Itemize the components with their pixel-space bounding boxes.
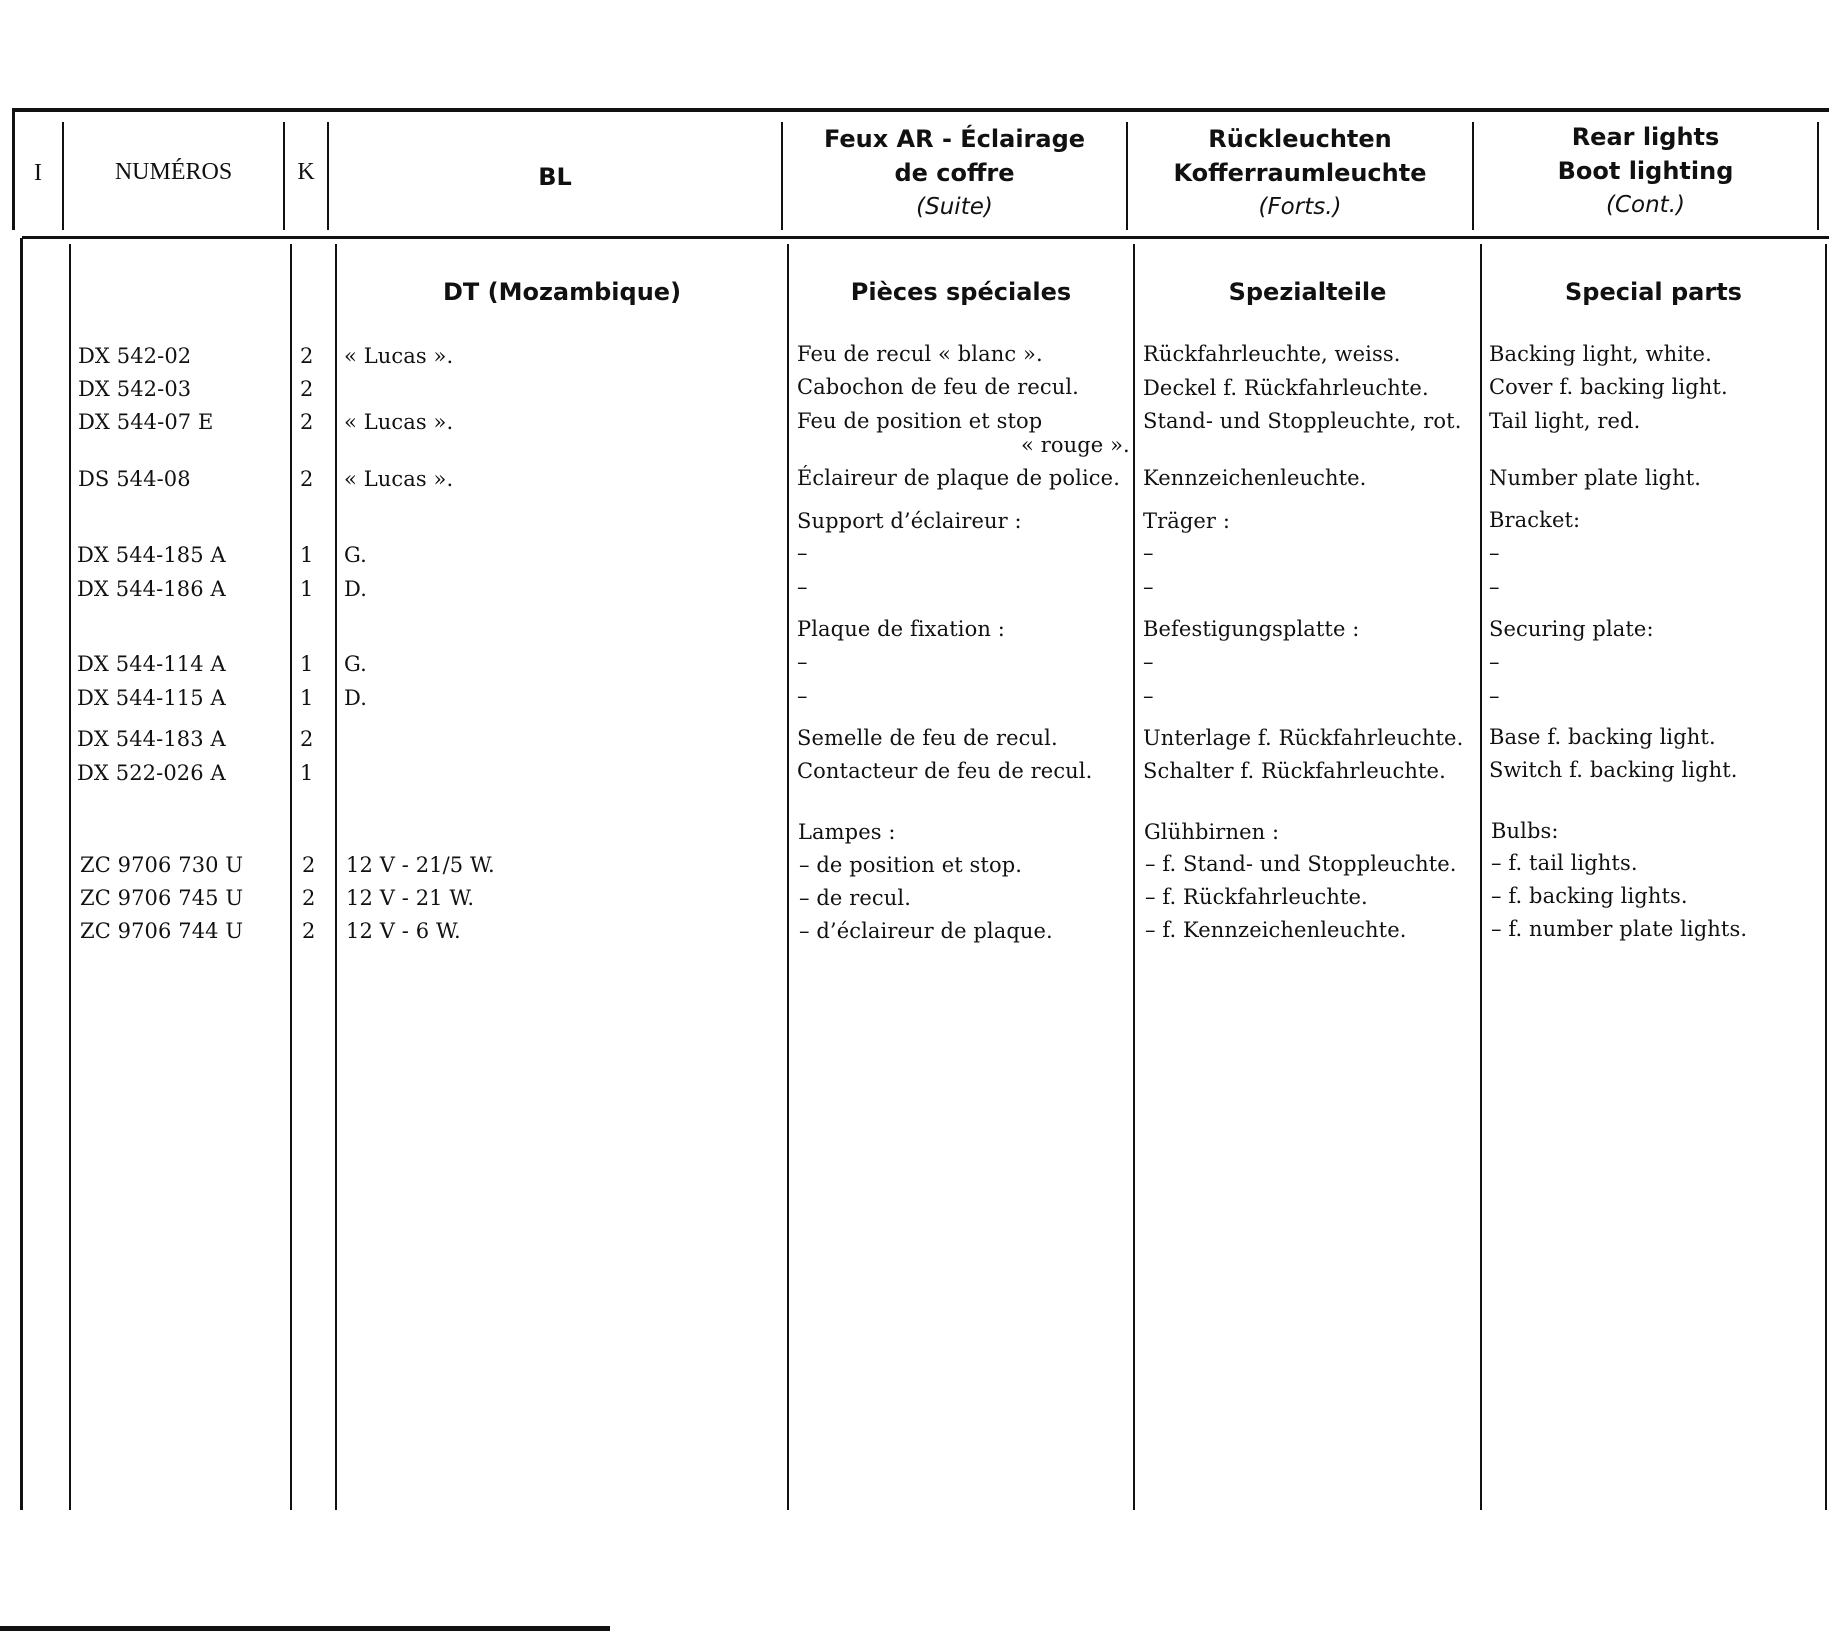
section-german: Spezialteile [1228, 278, 1387, 306]
quantity: 2 [300, 727, 314, 751]
top-rule [12, 108, 1829, 112]
body-divider-3 [335, 244, 337, 1510]
part-number: DX 544-183 A [77, 727, 226, 751]
description-french: – [797, 684, 808, 708]
header-divider-right [1817, 122, 1819, 230]
part-number: DX 544-114 A [77, 652, 226, 676]
description-english: – [1489, 541, 1500, 565]
header-numeros: NUMÉROS [114, 159, 233, 185]
part-number: DX 542-02 [78, 344, 192, 368]
header-english-line2: Boot lighting [1557, 157, 1734, 185]
description-german: – [1143, 650, 1154, 674]
bl-note: « Lucas ». [344, 467, 454, 491]
header-german-line1: Rückleuchten [1208, 125, 1392, 153]
header-french-line1: Feux AR - Éclairage [823, 125, 1086, 153]
part-number: DX 522-026 A [77, 761, 226, 785]
description-german: Stand- und Stoppleuchte, rot. [1143, 409, 1462, 433]
quantity: 2 [302, 919, 316, 943]
subheading-english: Bracket: [1489, 508, 1581, 532]
description-french-continued: « rouge ». [1021, 433, 1130, 457]
description-german: – f. Stand- und Stoppleuchte. [1145, 852, 1457, 876]
quantity: 1 [300, 761, 314, 785]
description-french: Contacteur de feu de recul. [797, 759, 1093, 783]
bl-note: 12 V - 21/5 W. [346, 853, 495, 877]
description-french: Cabochon de feu de recul. [797, 375, 1079, 399]
description-english: – [1489, 684, 1500, 708]
body-divider-2 [290, 244, 292, 1510]
bl-note: G. [344, 652, 367, 676]
description-german: – [1143, 684, 1154, 708]
body-divider-1 [69, 244, 71, 1510]
description-english: – f. number plate lights. [1491, 917, 1748, 941]
quantity: 2 [300, 410, 314, 434]
header-german-line3: (Forts.) [1258, 194, 1342, 220]
description-german: – [1143, 541, 1154, 565]
subheading-french: Lampes : [798, 820, 896, 844]
description-french: – [797, 541, 808, 565]
description-english: Switch f. backing light. [1489, 758, 1738, 782]
bl-note: « Lucas ». [344, 344, 454, 368]
quantity: 2 [302, 886, 316, 910]
quantity: 2 [300, 377, 314, 401]
section-english: Special parts [1565, 278, 1742, 306]
description-english: Tail light, red. [1489, 409, 1641, 433]
description-english: Cover f. backing light. [1489, 375, 1728, 399]
description-english: Backing light, white. [1489, 342, 1712, 366]
description-french: – [797, 575, 808, 599]
description-french: Éclaireur de plaque de police. [797, 466, 1120, 490]
quantity: 2 [300, 344, 314, 368]
part-number: DX 544-186 A [77, 577, 226, 601]
section-french: Pièces spéciales [850, 278, 1072, 306]
header-french-line2: de coffre [894, 159, 1015, 187]
description-german: – f. Rückfahrleuchte. [1145, 885, 1368, 909]
quantity: 1 [300, 577, 314, 601]
subheading-english: Bulbs: [1491, 819, 1559, 843]
header-english-line3: (Cont.) [1606, 192, 1685, 218]
bl-note: « Lucas ». [344, 410, 454, 434]
header-french [783, 122, 1126, 224]
description-german: Unterlage f. Rückfahrleuchte. [1143, 726, 1464, 750]
header-k: K [297, 159, 315, 185]
part-number: DX 544-185 A [77, 543, 226, 567]
description-english: – f. backing lights. [1491, 884, 1688, 908]
description-french: – [797, 650, 808, 674]
quantity: 1 [300, 686, 314, 710]
header-i: I [34, 160, 42, 186]
body-divider-5 [1133, 244, 1135, 1510]
part-number: DX 544-115 A [77, 686, 226, 710]
bl-note: G. [344, 543, 367, 567]
subheading-german: Befestigungsplatte : [1143, 617, 1360, 641]
description-german: Kennzeichenleuchte. [1143, 466, 1367, 490]
subheading-german: Träger : [1143, 509, 1231, 533]
bl-note: 12 V - 21 W. [346, 886, 475, 910]
bottom-rule [0, 1626, 610, 1631]
description-french: Semelle de feu de recul. [797, 726, 1058, 750]
body-divider-left [20, 238, 23, 1510]
subheading-french: Plaque de fixation : [797, 617, 1005, 641]
description-english: – f. tail lights. [1491, 851, 1638, 875]
description-english: – [1489, 575, 1500, 599]
description-french: – de recul. [799, 886, 911, 910]
part-number: DS 544-08 [78, 467, 191, 491]
description-english: Number plate light. [1489, 466, 1702, 490]
part-number: ZC 9706 744 U [80, 919, 244, 943]
body-divider-right [1825, 244, 1827, 1510]
description-french: Feu de position et stop [797, 409, 1043, 433]
description-german: – [1143, 575, 1154, 599]
subheading-english: Securing plate: [1489, 617, 1654, 641]
header-german-line2: Kofferraumleuchte [1173, 159, 1427, 187]
quantity: 1 [300, 543, 314, 567]
description-french: Feu de recul « blanc ». [797, 342, 1043, 366]
description-german: Deckel f. Rückfahrleuchte. [1143, 376, 1429, 400]
body-divider-6 [1480, 244, 1482, 1510]
description-german: Rückfahrleuchte, weiss. [1143, 342, 1401, 366]
bl-note: 12 V - 6 W. [346, 919, 461, 943]
description-german: – f. Kennzeichenleuchte. [1145, 918, 1407, 942]
body-divider-4 [787, 244, 789, 1510]
quantity: 1 [300, 652, 314, 676]
description-french: – de position et stop. [799, 853, 1023, 877]
header-german [1128, 122, 1472, 224]
header-rule [22, 236, 1829, 239]
header-french-line3: (Suite) [916, 194, 993, 220]
quantity: 2 [300, 467, 314, 491]
header-english [1474, 120, 1817, 222]
description-english: – [1489, 650, 1500, 674]
header-bl: BL [538, 163, 572, 191]
part-number: ZC 9706 730 U [80, 853, 244, 877]
part-number: ZC 9706 745 U [80, 886, 244, 910]
description-german: Schalter f. Rückfahrleuchte. [1143, 759, 1446, 783]
subheading-german: Glühbirnen : [1144, 820, 1280, 844]
part-number: DX 544-07 E [78, 410, 214, 434]
section-bl: DT (Mozambique) [442, 278, 682, 306]
subheading-french: Support d’éclaireur : [797, 509, 1022, 533]
description-english: Base f. backing light. [1489, 725, 1716, 749]
bl-note: D. [344, 577, 367, 601]
bl-note: D. [344, 686, 367, 710]
description-french: – d’éclaireur de plaque. [799, 919, 1053, 943]
header-english-line1: Rear lights [1571, 123, 1720, 151]
quantity: 2 [302, 853, 316, 877]
part-number: DX 542-03 [78, 377, 192, 401]
